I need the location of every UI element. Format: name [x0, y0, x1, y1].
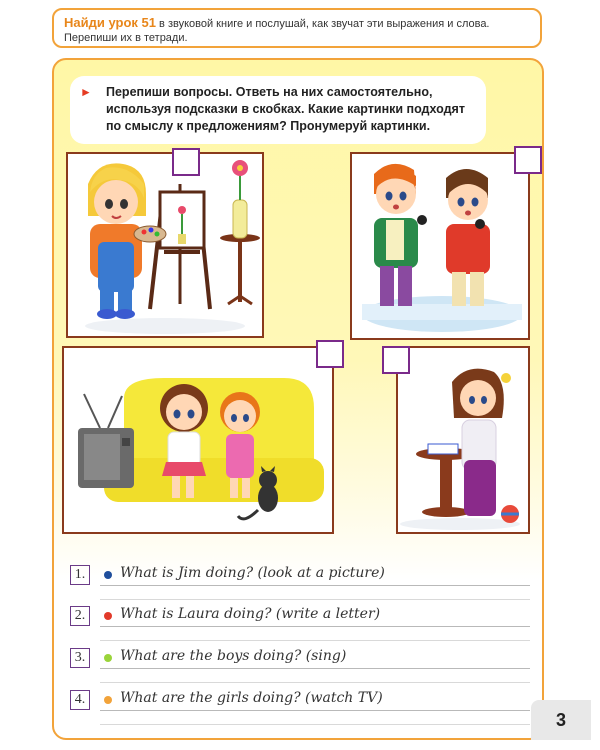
writing-line: [100, 626, 530, 627]
bullet-dot-icon: [104, 654, 112, 662]
lesson-text-1: в звуковой книге и послушай, как звучат эти выражения и слова.: [155, 18, 490, 30]
instruction-text: Перепиши вопросы. Ответь на них самостоятельно, используя подсказки в скобках. Какие картинки подходят по смыслу к предложениям? Пронумеруй картинки.: [106, 85, 465, 133]
writing-line: [100, 585, 530, 586]
writing-line: [100, 710, 530, 711]
picture-boys-singing: [350, 152, 530, 340]
lesson-header: [52, 8, 542, 48]
writing-line: [100, 668, 530, 669]
bullet-dot-icon: [104, 571, 112, 579]
writing-line: [100, 682, 530, 683]
writing-line: [100, 599, 530, 600]
question-3: [70, 648, 530, 672]
girl-painting-illustration: [68, 154, 262, 336]
writing-line: [100, 640, 530, 641]
page-number: 3: [531, 700, 591, 740]
girl-writing-illustration: [398, 348, 528, 532]
question-number-3: 3.: [70, 648, 90, 668]
number-box-2[interactable]: [514, 146, 542, 174]
girls-watching-tv-illustration: [64, 348, 332, 532]
question-number-2: 2.: [70, 606, 90, 626]
instruction-box: [70, 76, 486, 144]
lesson-title: Найди урок 51: [64, 15, 156, 30]
number-box-4[interactable]: [382, 346, 410, 374]
question-1: [70, 565, 530, 589]
question-4: [70, 690, 530, 714]
bullet-dot-icon: [104, 612, 112, 620]
picture-girl-writing: [396, 346, 530, 534]
number-box-1[interactable]: [172, 148, 200, 176]
question-text-2: What is Laura doing? (write a letter): [120, 606, 381, 622]
question-number-1: 1.: [70, 565, 90, 585]
question-text-1: What is Jim doing? (look at a picture): [120, 565, 385, 581]
number-box-3[interactable]: [316, 340, 344, 368]
question-2: [70, 606, 530, 630]
picture-girl-painting: [66, 152, 264, 338]
writing-line: [100, 724, 530, 725]
lesson-text-2: Перепиши их в тетради.: [64, 32, 188, 44]
bullet-dot-icon: [104, 696, 112, 704]
picture-girls-watching-tv: [62, 346, 334, 534]
boys-singing-illustration: [352, 154, 528, 338]
arrow-icon: ►: [80, 85, 92, 99]
question-text-3: What are the boys doing? (sing): [120, 648, 347, 664]
question-number-4: 4.: [70, 690, 90, 710]
question-text-4: What are the girls doing? (watch TV): [120, 690, 383, 706]
